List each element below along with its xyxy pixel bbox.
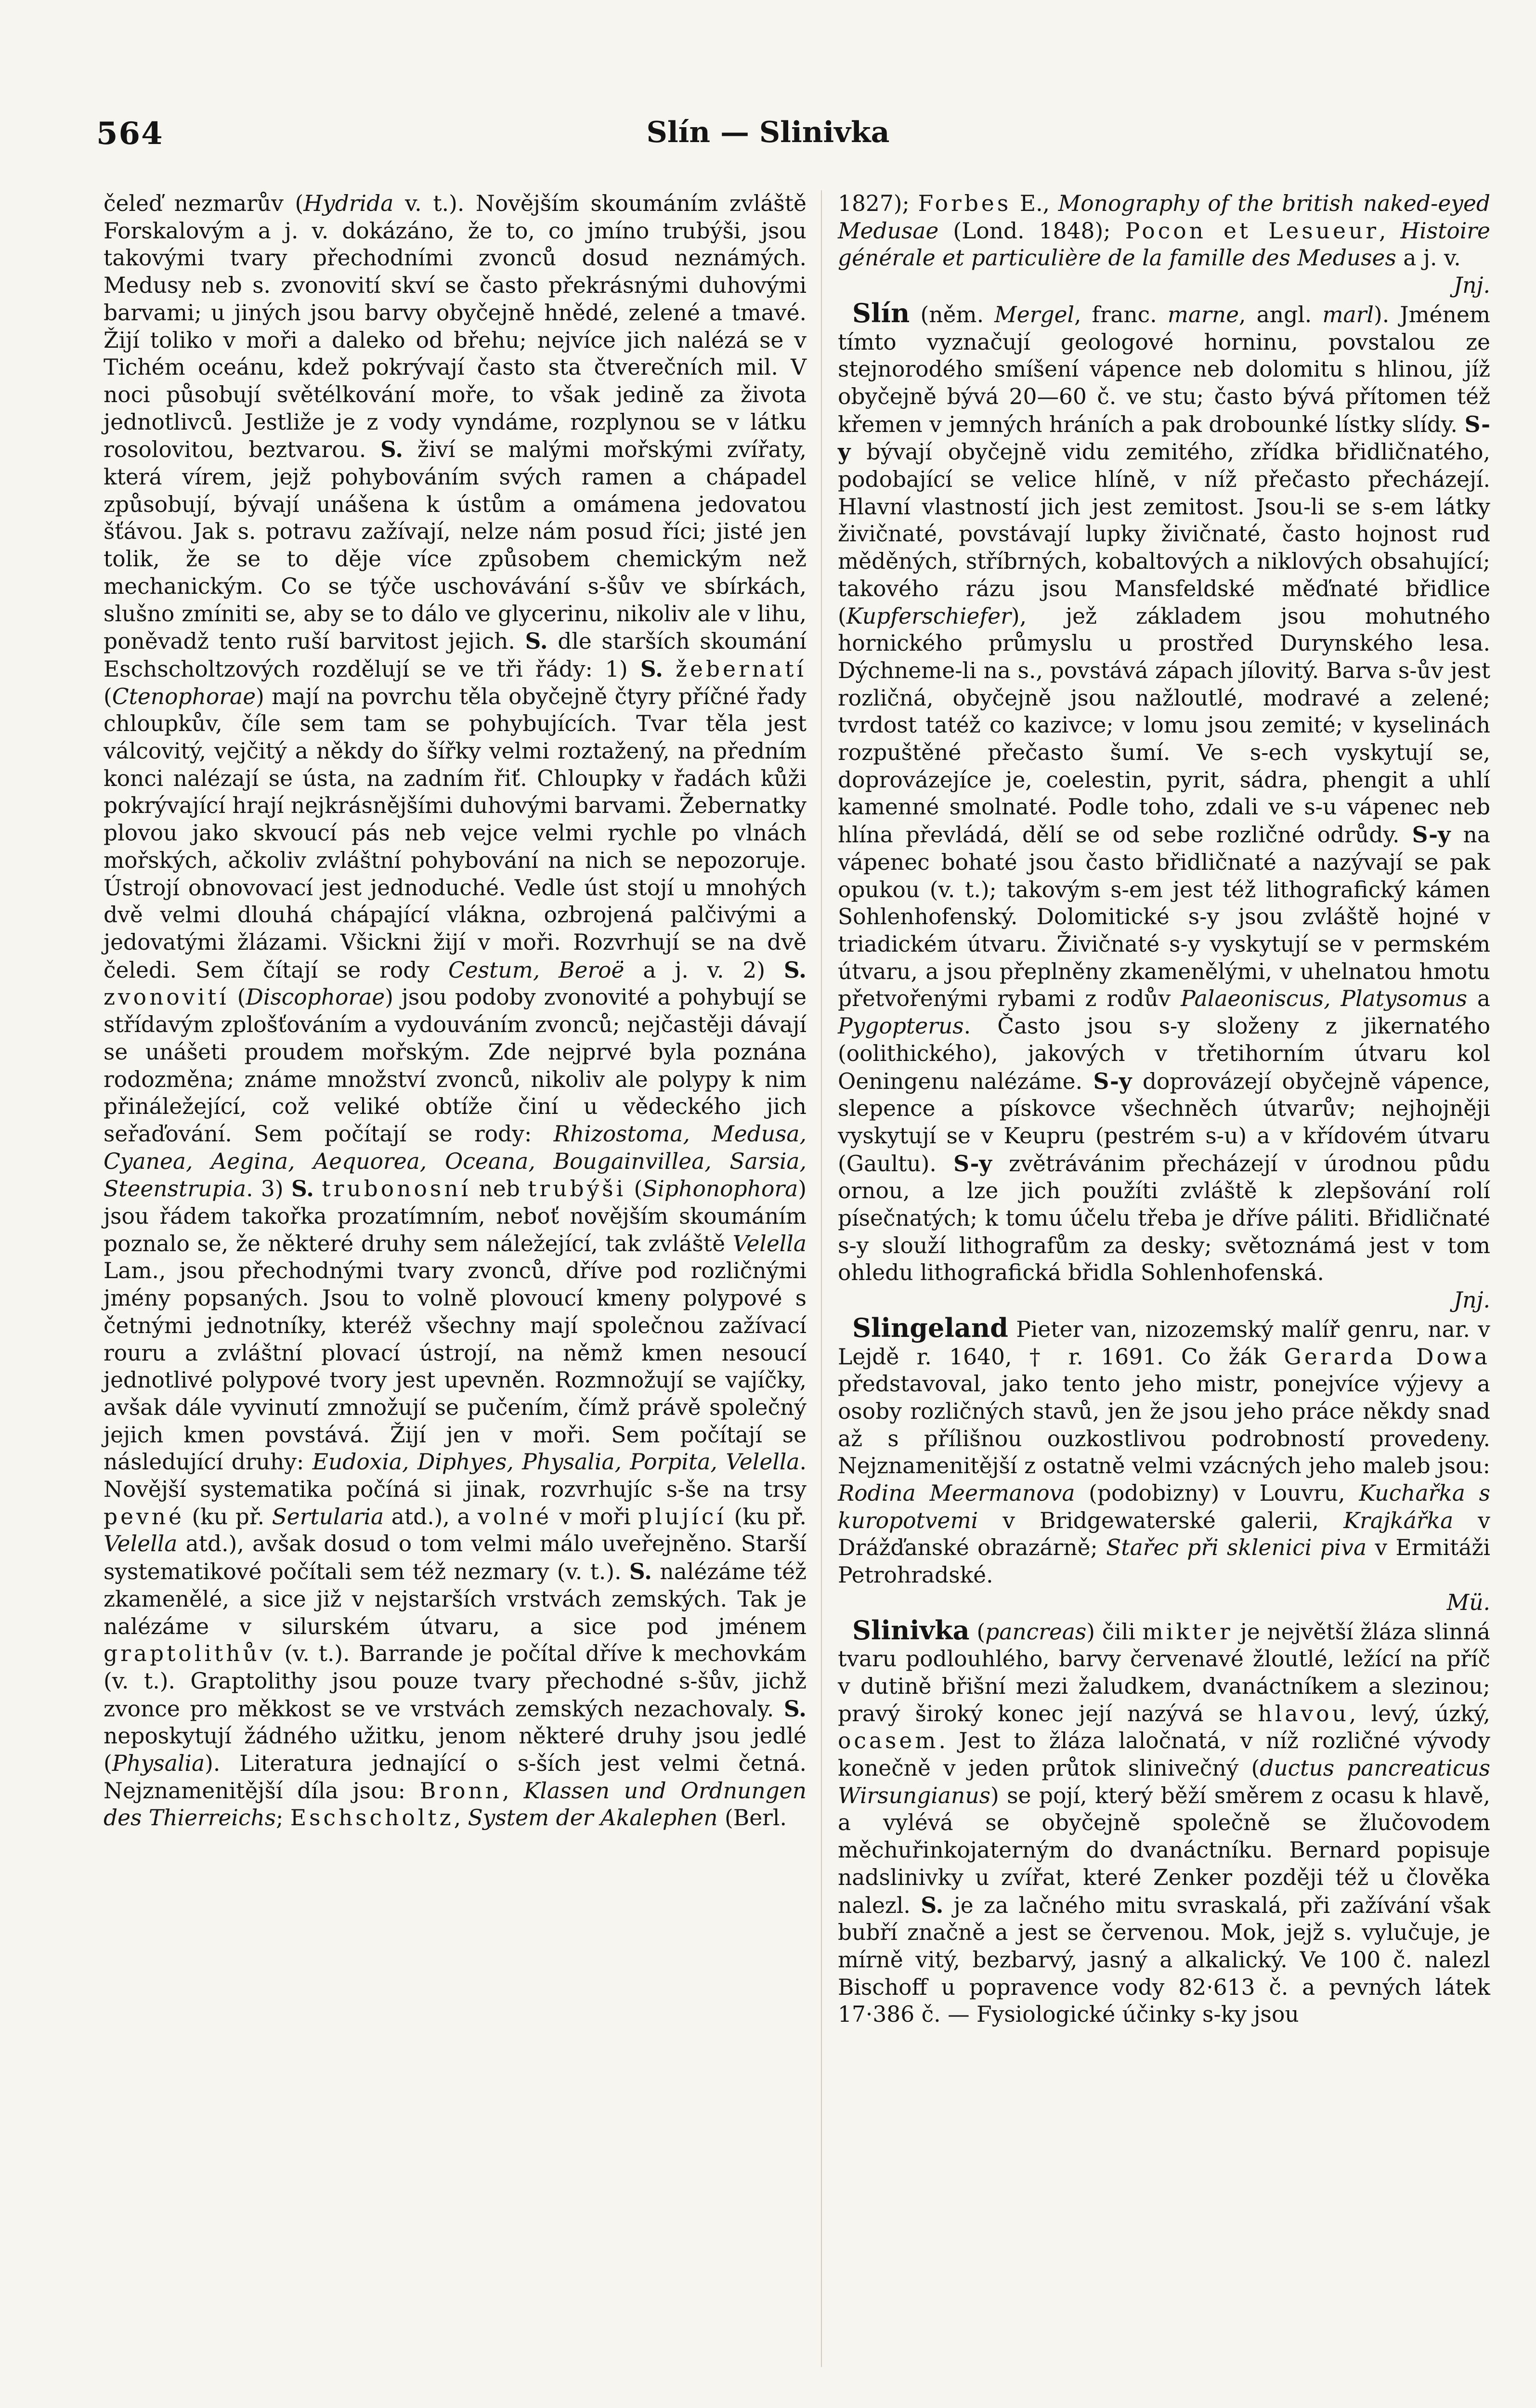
text-run: zvětrávánim přecházejí v úrodnou půdu ornou, a lze jich použíti zvláště k zlepšování rolí písečnatých; k tomu účelu třeba je dříve páliti. Břidličnaté s-y slouží lithografům za desky; světoznámá jest v tom ohledu lithografická břidla Sohlenhofenská. (838, 1151, 1490, 1286)
text-run: . Jest to žláza laločnatá, v níž rozličné vývody konečně v jeden průtok slinivečný ( (838, 1728, 1490, 1781)
text-run: živí se malými mořskými zvířaty, která vírem, jejž pohybováním svých ramen a chápadel způsobují, bývají unášena k ústům a omámena jedovatou šťávou. Jak s. potravu zažívají, nelze nám posud říci; jisté jen tolik, že se to děje více způsobem chemickým než mechanickým. Co se týče uschovávání s-šův ve sbírkách, slušno zmíniti se, aby se to dálo ve glycerinu, nikoliv ale v lihu, poněvadž tento ruší barvitost jejich. (104, 437, 807, 654)
text-run: Bronn (419, 1778, 503, 1804)
text-run: Slingeland (852, 1312, 1008, 1343)
right-column-paragraph (838, 297, 1491, 1314)
text-run: v. t.). Novějším skoumáním zvláště Forskalovým a j. v. dokázáno, že to, co jmíno trubýši, jsou takovými tvary přechodními zvonců dosud neznámých. Medusy neb s. zvonovití skví se často překrásnými duhovými barvami; u jiných jsou barvy obyčejně hnědé, zelené a tmavé. Žijí toliko v moři a daleko od břehu; nejvíce jich nalézá se v Tichém oceánu, kdež pokrývají často sta čtverečních mil. V noci působují světélkování moře, to však jedině za života jednotlivců. Jestliže je z vody vyndáme, rozplynou se v látku rosolovitou, beztvarou. (104, 191, 807, 463)
text-run: trubýši (528, 1176, 626, 1202)
text-run: Jnj. (1453, 1287, 1490, 1313)
text-run: S. (291, 1176, 314, 1202)
text-run: zvonovití (104, 984, 229, 1010)
text-run: atd.), a (384, 1504, 478, 1530)
text-run: Slín (852, 297, 910, 328)
text-run: ( (104, 683, 112, 709)
text-run: v Ermitáži Petrohradské. (838, 1535, 1491, 1588)
text-run: ; (276, 1805, 290, 1831)
text-run: Mergel (994, 301, 1075, 327)
text-run: a j. v. (1396, 245, 1461, 271)
text-run: . Novější systematika počíná si jinak, rozvrhujíc s-še na trsy (104, 1449, 807, 1503)
text-run: , franc. (1074, 301, 1168, 327)
text-run: S-y (838, 411, 1490, 465)
text-run: S. (921, 1892, 944, 1918)
text-run: plující (638, 1504, 727, 1530)
text-run: ( (969, 1619, 986, 1645)
text-run (663, 656, 676, 682)
text-run: graptolithův (104, 1641, 275, 1667)
page-number: 564 (96, 116, 164, 152)
text-run: S. (525, 628, 548, 654)
text-run: Cestum, Beroë (448, 957, 625, 983)
text-run: Lam., jsou přechodnými tvary zvonců, dříve pod rozličnými jmény popsaných. Jsou to volně plovoucí kmeny polypové s četnými jednotníky, kteréž všechny mají společnou zažívací rouru a zvláštní plovací ústrojí, na němž kmen nesoucí jednotlivé polypové tvory jest upevněn. Rozmnožují se vajíčky, avšak dále vyvinutí zmnožují se pučením, čímž právě společný jejich kmen povstává. Žijí jen v moři. Sem počítají se následující druhy: (104, 1258, 807, 1475)
text-run: Physalia (112, 1751, 205, 1777)
text-run: a j. v. 2) (624, 957, 784, 983)
text-run: (něm. (910, 301, 995, 327)
text-run: , levý, úzký, (1349, 1701, 1491, 1727)
text-run: pevné (104, 1504, 184, 1530)
text-run: , (1379, 218, 1401, 244)
column-divider (821, 190, 822, 2367)
text-run: (ku př. (184, 1504, 272, 1530)
text-run: Pygopterus (838, 1013, 964, 1039)
running-title: Slín — Slinivka (646, 116, 890, 149)
text-run: Krajkářka (1343, 1507, 1454, 1533)
text-run: 1827); (838, 191, 918, 216)
text-run: Velella (732, 1230, 807, 1256)
text-run: marl (1322, 301, 1374, 327)
text-run: . 3) (246, 1176, 291, 1202)
text-run: trubonosní (322, 1176, 471, 1202)
text-run: Ctenophorae (112, 683, 256, 709)
text-run: Velella (104, 1531, 178, 1557)
text-run: neb (471, 1176, 528, 1202)
text-run: S-y (1093, 1068, 1132, 1094)
text-run: S-y (953, 1150, 992, 1177)
text-run: Rodina Meermanova (838, 1480, 1075, 1506)
text-run: představoval, jako tento jeho mistr, ponejvíce výjevy a osoby rozličných stavů, jen že jsou jeho práce někdy snad až s přílišnou ouzkostlivou podrobností provedeny. Nejznamenitější z ostatně velmi vzácných jeho maleb jsou: (838, 1371, 1490, 1479)
right-column-paragraph (838, 1314, 1490, 1617)
text-run: S. (640, 655, 663, 682)
text-run: atd.), avšak dosud o tom velmi málo uveřejněno. Starší systematikové počítali sem též nezmary (v. t.). (104, 1531, 807, 1585)
text-run: ocasem (838, 1728, 939, 1754)
text-run: a (1467, 986, 1491, 1012)
text-run: ) jsou podoby zvonovité a pohybují se střídavým zplošťováním a vydouváním zvonců; nejčastěji dávají se unášeti proudem mořským. Zde nejprvé byla poznána rodozměna; známe množství zvonců, nikoliv ale polypy k nim přináležející, což veliké obtíže činí u vědeckého jich seřaďování. Sem počítají se rody: (104, 984, 807, 1147)
text-run: volné (478, 1504, 552, 1530)
text-run: Klassen und Ordnungen des Thierreichs (104, 1778, 807, 1831)
text-run: Stařec při sklenici piva (1106, 1535, 1367, 1561)
text-run: (Berl. (717, 1805, 787, 1831)
text-run: v Bridgewaterské galerii, (978, 1507, 1344, 1533)
text-run: S-y (1412, 822, 1451, 848)
text-run: Histoire générale et particulière de la famille des Meduses (838, 218, 1490, 271)
text-run: Pieter van, nizozemský malíř genru, nar. v Lejdě r. 1640, † r. 1691. Co žák (838, 1316, 1490, 1370)
text-run: ( (626, 1176, 643, 1202)
text-run: , (454, 1805, 468, 1831)
text-run: je největší žláza slinná tvaru podlouhlého, barvy červenavé žloutlé, ležící na příč v dutině břišní mezi žaludkem, dvanáctníkem a slezinou; pravý široký konec její nazývá se (838, 1619, 1490, 1727)
left-column-paragraph (104, 190, 807, 1832)
text-run: na vápenec bohaté jsou často břidličnaté a nazývají se pak opukou (v. t.); takovým s-em jest též lithografický kámen Sohlenhofenský. Dolomitické s-y jsou zvláště hojné v triadickém útvaru. Živičnaté s-y vyskytují se v permském útvaru, a jsou přeplněny zkamenělými, v uhelnatou hmotu přetvořenými rybami z rodův (838, 822, 1490, 1012)
text-run: ) se pojí, který běží směrem z ocasu k hlavě, a vylévá se obyčejně společně se žlučovodem měchuřinkojaterným do dvanáctníku. Bernard popisuje nadslinivky u zvířat, které Zenker později též u člověka nalezl. (838, 1782, 1490, 1918)
text-run: S. (783, 1695, 807, 1722)
text-run: Jnj. (1453, 273, 1490, 299)
text-run (314, 1176, 322, 1202)
text-run: Palaeoniscus, Platysomus (1181, 986, 1468, 1012)
text-run: Discophorae (246, 984, 385, 1010)
text-run: Eschscholtz (290, 1805, 454, 1831)
text-run: Monography of the british naked-eyed Medusae (838, 191, 1491, 244)
left-column (104, 190, 807, 1832)
text-run: Sertularia (272, 1504, 384, 1530)
text-run: . Často jsou s-y složeny z jikernatého (oolithického), jakových v třetihorním útvaru kol Oeningenu nalézáme. (838, 1013, 1490, 1094)
text-run: dle starších skoumání Eschscholtzových rozdělují se ve tři řády: 1) (104, 628, 807, 682)
text-run: doprovázejí obyčejně vápence, slepence a pískovce všechněch útvarův; nejhojněji vyskytují se v Keupru (pestrém s-u) a v křídovém útvaru (Gaultu). (838, 1068, 1490, 1177)
text-run: marne (1167, 301, 1239, 327)
text-run: ( (229, 984, 246, 1010)
text-run: Gerarda Dowa (1284, 1344, 1490, 1370)
text-run: Siphonophora (642, 1176, 798, 1202)
text-run: pancreas (985, 1619, 1087, 1645)
text-run: , (502, 1778, 524, 1804)
text-run: S. (629, 1558, 652, 1585)
text-run: ) čili (1086, 1619, 1143, 1645)
text-run: Eudoxia, Diphyes, Physalia, Porpita, Velella (312, 1449, 800, 1475)
text-run: bývají obyčejně vidu zemitého, zřídka břidličnatého, podobající se velice hlíně, v níž přečasto přecházejí. Hlavní vlastností jich jest zemitost. Jsou-li se s-em látky živičnaté, povstávají lupky živičnaté, často hojnost rud měděných, stříbrných, kobaltových a niklových obsahující; takového rázu jsou Mansfeldské měďnaté břidlice ( (838, 439, 1490, 629)
text-run: Rhizostoma, Medusa, Cyanea, Aegina, Aequorea, Oceana, Bougainvillea, Sarsia, Steenstrupia (104, 1121, 807, 1202)
text-run: ductus pancreaticus Wirsungianus (838, 1755, 1490, 1808)
text-run: (ku př. (726, 1504, 807, 1530)
text-run: ) mají na povrchu těla obyčejně čtyry příčné řady chloupkův, číle sem tam se pohybujících. Tvar těla jest válcovitý, vejčitý a někdy do šířky velmi roztažený, na předním konci nalézají se ústa, na zadním řiť. Chloupky v řadách kůži pokrývající hrají nejkrásnějšími duhovými barvami. Žebernatky plovou jako skvoucí pás neb vejce velmi rychle po vlnách mořských, ačkoliv zvláštní pohybování na nich se nepozoruje. Ústrojí obnovovací jest jednoduché. Vedle úst stojí u mnohých dvě velmi dlouhá chápající vlákna, ozbrojená palčivými a jedovatými žlázami. Všickni žijí v moři. Rozvrhují se na dvě čeledi. Sem čítají se rody (104, 683, 807, 983)
text-run: System der Akalephen (468, 1805, 718, 1831)
text-run: v Drážďanské obrazárně; (838, 1507, 1490, 1561)
text-run: E., (1011, 191, 1058, 216)
text-run: S. (783, 956, 807, 983)
text-run: žebernatí (676, 656, 807, 682)
right-column (838, 190, 1490, 2028)
text-run: v moři (552, 1504, 638, 1530)
text-run: hlavou (1258, 1701, 1349, 1727)
text-run: (Lond. 1848); (938, 218, 1125, 244)
text-run: Kupferschiefer (846, 603, 1011, 629)
text-run: Mü. (1446, 1589, 1490, 1615)
text-run: , angl. (1239, 301, 1323, 327)
text-run: neposkytují žádného užitku, jenom některé druhy jsou jedlé ( (104, 1723, 807, 1777)
text-run: je za lačného mitu svraskalá, při zažívání však bubří značně a jest se červenou. Mok, jejž s. vylučuje, je mírně vitý, bezbarvý, jasný a alkalický. Ve 100 č. nalezl Bischoff u popravence vody 82·613 č. a pevných látek 17·386 č. — Fysiologické účinky s-ky jsou (838, 1892, 1490, 2028)
text-run: Forbes (918, 191, 1012, 216)
text-run: mikter (1142, 1619, 1233, 1645)
text-run: (v. t.). Barrande je počítal dříve k mechovkám (v. t.). Graptolithy jsou pouze tvary přechodné s-šův, jichž zvonce pro měkkost se ve vrstvách zemských nezachovaly. (104, 1641, 807, 1722)
text-run: ), jež základem jsou mohutného hornického průmyslu u prostřed Durynského lesa. Dýchneme-li na s., povstává zápach jílovitý. Barva s-ův jest rozličná, obyčejně jsou nažloutlé, modravé a zelené; tvrdost tatéž co kazivce; v lomu jsou zemité; v kyselinách rozpuštěné přečasto šumí. Ve s-ech vyskytují se, doprovázejíce je, coelestin, pyrit, sádra, phengit a uhlí kamenné smolnaté. Podle toho, zdali ve s-u vápenec neb hlína převládá, dělí se od sebe rozličné odrůdy. (838, 603, 1490, 848)
text-run: Kuchařka s kuropotvemi (838, 1480, 1490, 1533)
right-column-paragraph (838, 1614, 1491, 2029)
text-run: (podobizny) v Louvru, (1075, 1480, 1359, 1506)
text-run: Slinivka (852, 1614, 970, 1646)
right-column-paragraph (838, 190, 1490, 300)
text-run: ). Jménem tímto vyznačují geologové horninu, povstalou ze stejnorodého smíšení vápence neb dolomitu s hlinou, jíž obyčejně bývá 20—60 č. ve stu; často bývá přítomen též křemen v jemných hráních a pak drobounké lístky slídy. (838, 301, 1490, 437)
text-run: ) jsou řádem takořka prozatímním, neboť novějším skoumáním poznalo se, že některé druhy sem náležející, tak zvláště (104, 1176, 807, 1256)
text-run: ). Literatura jednající o s-ších jest velmi četná. Nejznamenitější díla jsou: (104, 1751, 807, 1804)
text-run: S. (380, 436, 404, 463)
text-run: čeleď nezmarův ( (104, 191, 304, 216)
page-header (0, 116, 1536, 169)
text-run: Hydrida (303, 191, 394, 216)
text-run: Pocon et Lesueur (1125, 218, 1379, 244)
text-run: nalézáme též zkamenělé, a sice již v nejstarších vrstvách zemských. Tak je nalézáme v silurském útvaru, a sice pod jménem (104, 1559, 807, 1639)
